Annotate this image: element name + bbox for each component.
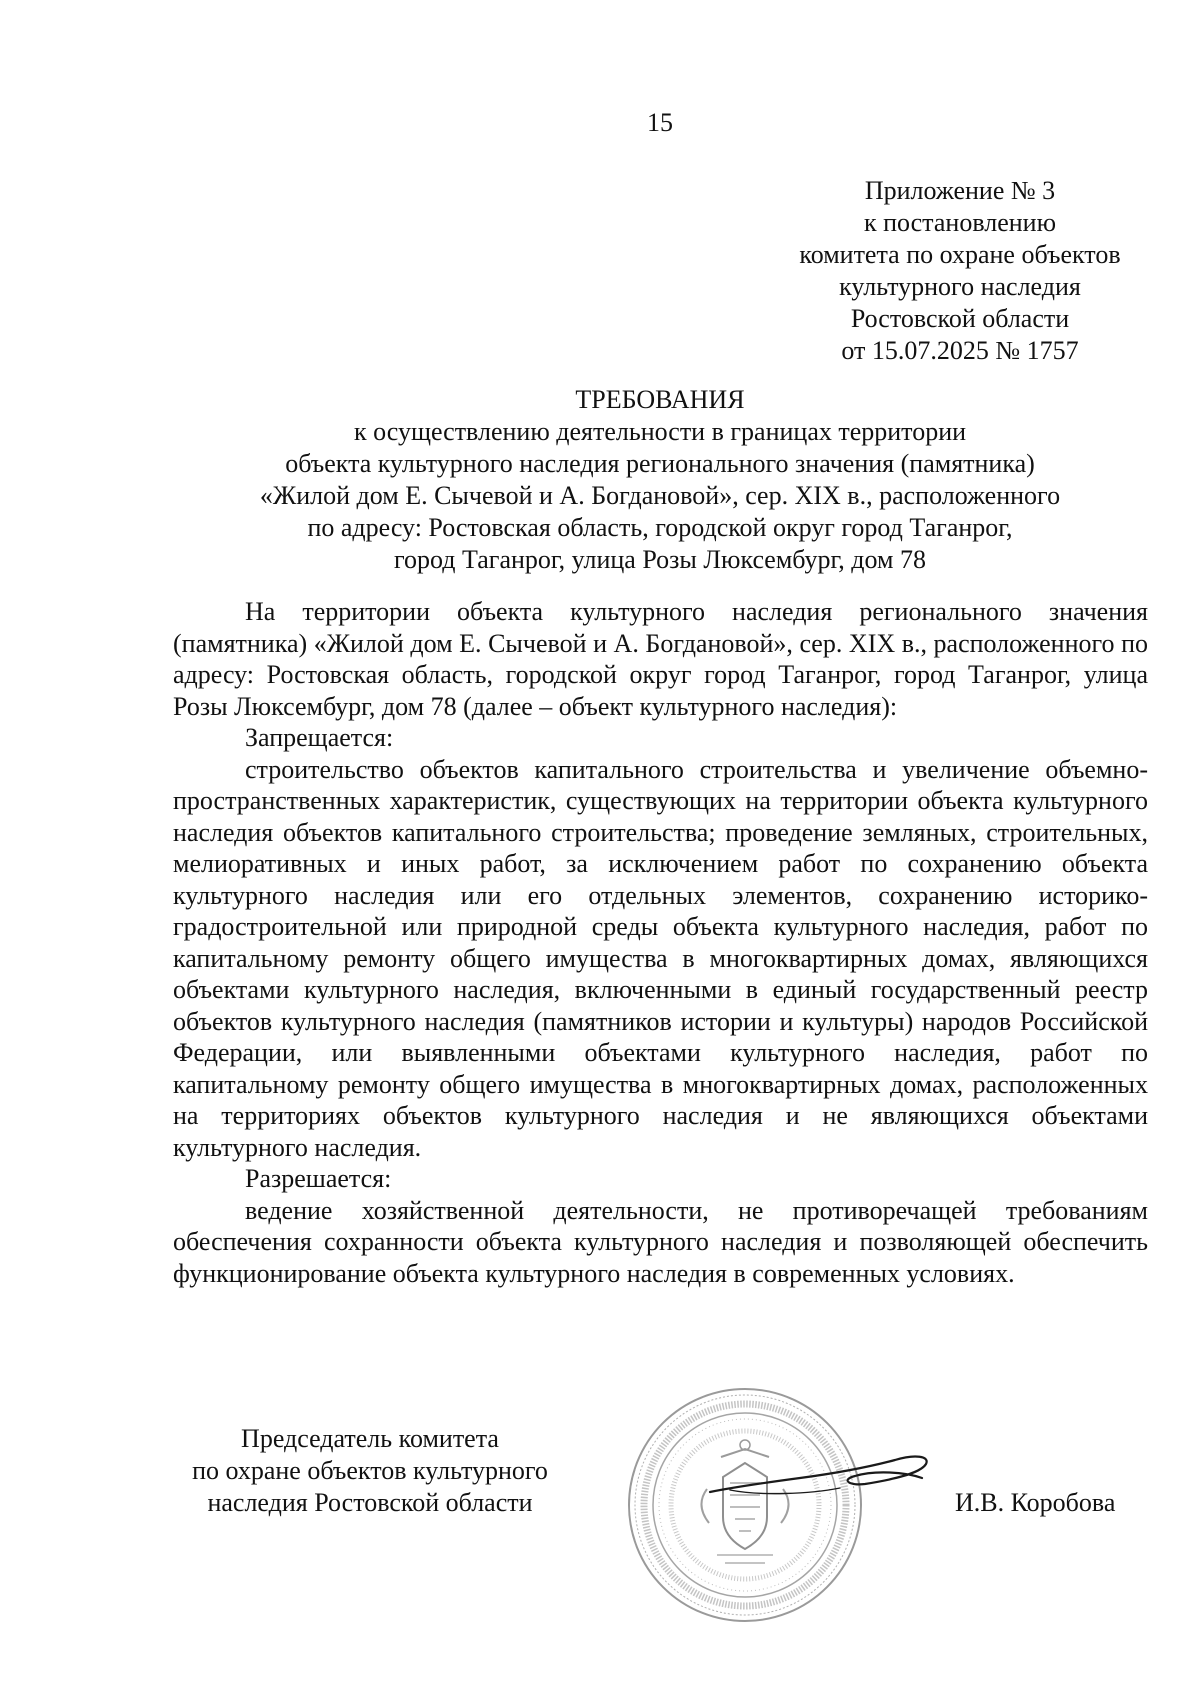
title-line: «Жилой дом Е. Сычевой и А. Богдановой», сер. XIX в., расположенного [259, 481, 1061, 510]
appendix-line: Приложение № 3 [864, 176, 1056, 205]
intro-paragraph: На территории объекта культурного наследия регионального значения (памятника) «Жилой дом Е. Сычевой и А. Богдановой», сер. XIX в., расположенного по адресу: Ростовская область, городской округ город Таганрог, город Таганрог, улица Розы Люксембург, дом 78 (далее – объект культурного наследия): [173, 597, 1148, 721]
signatory-name: И.В. Коробова [955, 1488, 1116, 1517]
title-line: по адресу: Ростовская область, городской округ город Таганрог, [307, 513, 1013, 542]
appendix-header [740, 175, 1180, 367]
appendix-line: Ростовской области [850, 304, 1070, 333]
document-title [160, 384, 1160, 576]
prohibited-paragraph: строительство объектов капитального строительства и увеличение объемно-пространственных характеристик, существующих на территории объекта культурного наследия объектов капитального строительства; проведение земляных, строительных, мелиоративных и иных работ, за исключением работ по сохранению объекта культурного наследия или его отдельных элементов, сохранению историко-градостроительной или природной среды объекта культурного наследия, работ по капитальному ремонту общего имущества в многоквартирных домах, являющихся объектами культурного наследия, включенными в единый государственный реестр объектов культурного наследия (памятников истории и культуры) народов Российской Федерации, или выявленными объектами культурного наследия, работ по капитальному ремонту общего имущества в многоквартирных домах, расположенных на территориях объектов культурного наследия и не являющихся объектами культурного наследия. [173, 754, 1148, 1162]
handwritten-signature-icon [690, 1440, 950, 1520]
position-line: наследия Ростовской области [207, 1488, 533, 1517]
signatory-position [155, 1423, 585, 1519]
permitted-label: Разрешается: [245, 1164, 392, 1193]
position-line: Председатель комитета [241, 1424, 499, 1453]
title-line: к осуществлению деятельности в границах территории [353, 417, 967, 446]
appendix-line: к постановлению [863, 208, 1057, 237]
title-heading: ТРЕБОВАНИЯ [575, 385, 745, 414]
position-line: по охране объектов культурного [192, 1456, 548, 1485]
prohibited-label: Запрещается: [245, 723, 394, 752]
permitted-paragraph: ведение хозяйственной деятельности, не противоречащей требованиям обеспечения сохранности объекта культурного наследия и позволяющей обеспечить функционирование объекта культурного наследия в современных условиях. [173, 1195, 1148, 1288]
appendix-line: от 15.07.2025 № 1757 [841, 336, 1079, 365]
appendix-line: комитета по охране объектов [799, 240, 1121, 269]
document-body [173, 596, 1148, 1289]
appendix-line: культурного наследия [839, 272, 1081, 301]
title-line: объекта культурного наследия регионального значения (памятника) [285, 449, 1035, 478]
title-line: город Таганрог, улица Розы Люксембург, дом 78 [394, 545, 926, 574]
page-number: 15 [647, 108, 673, 137]
